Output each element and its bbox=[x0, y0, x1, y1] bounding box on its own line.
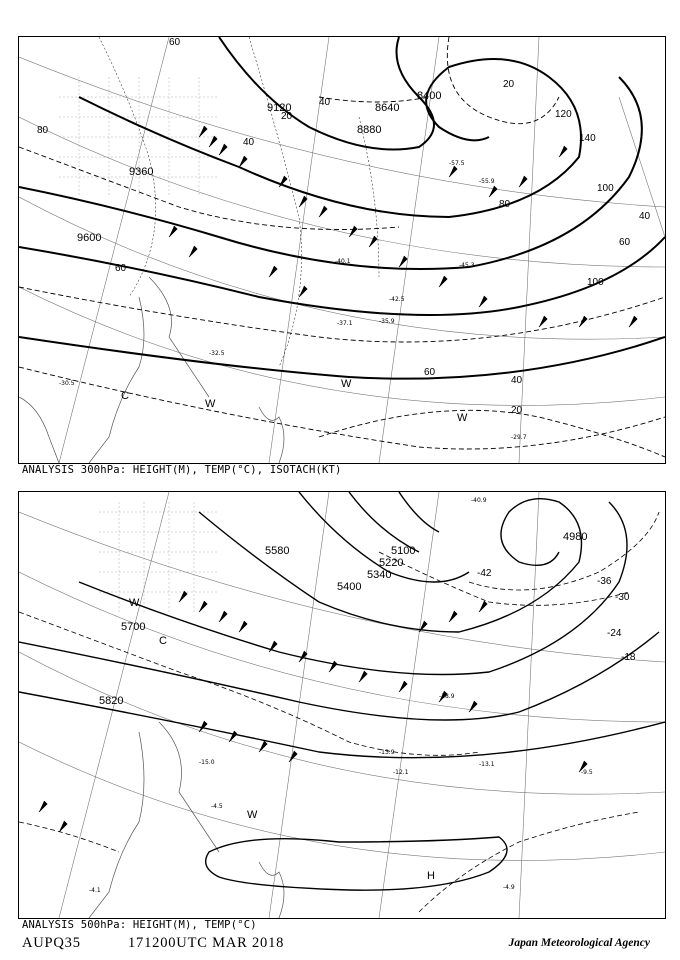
station-temp: -42.5 bbox=[389, 296, 405, 303]
isotach-label: 40 bbox=[319, 97, 331, 108]
temp-labels bbox=[477, 568, 636, 663]
height-label: 5220 bbox=[379, 557, 404, 569]
isotach-label: 100 bbox=[587, 277, 604, 288]
station-temp: -13.1 bbox=[479, 761, 495, 768]
height-label: 4980 bbox=[563, 531, 588, 543]
height-labels bbox=[77, 90, 441, 244]
temp-label: -36 bbox=[597, 576, 612, 587]
isotach-label: 80 bbox=[37, 125, 49, 136]
isotach-label: 60 bbox=[115, 263, 127, 274]
height-label: 8400 bbox=[417, 90, 442, 102]
high-pressure-contour bbox=[206, 837, 507, 890]
warm-center-marker: W bbox=[205, 398, 216, 410]
warm-center-marker: W bbox=[129, 597, 140, 609]
map-300hpa bbox=[18, 36, 666, 464]
height-labels bbox=[99, 531, 587, 707]
isotach-label: 60 bbox=[424, 367, 436, 378]
station-temp: -57.5 bbox=[449, 160, 465, 167]
station-temp: -13.9 bbox=[379, 749, 395, 756]
isotach-label: 80 bbox=[499, 199, 511, 210]
agency-name: Japan Meteorological Agency bbox=[508, 937, 650, 949]
cold-center-marker: C bbox=[159, 635, 167, 647]
map-500hpa bbox=[18, 491, 666, 919]
coastline bbox=[19, 277, 284, 463]
height-label: 9120 bbox=[267, 102, 292, 114]
height-label: 9360 bbox=[129, 166, 154, 178]
warm-center-marker: W bbox=[341, 378, 352, 390]
isotach-label: 60 bbox=[619, 237, 631, 248]
station-temp: -4.9 bbox=[503, 884, 515, 891]
height-label: 5340 bbox=[367, 569, 392, 581]
height-label: 8880 bbox=[357, 124, 382, 136]
station-temp: -37.1 bbox=[337, 320, 353, 327]
caption-300hpa: ANALYSIS 300hPa: HEIGHT(M), TEMP(°C), ISOTACH(KT) bbox=[22, 464, 342, 476]
grid-area bbox=[59, 77, 219, 197]
station-temp: -4.5 bbox=[211, 803, 223, 810]
isotach-label: 60 bbox=[169, 37, 181, 48]
station-temp: -9.5 bbox=[581, 769, 593, 776]
height-label: 5700 bbox=[121, 621, 146, 633]
station-temp: -35.9 bbox=[379, 318, 395, 325]
map-300hpa-canvas bbox=[19, 37, 665, 463]
station-temps bbox=[59, 160, 527, 441]
station-temp: -29.7 bbox=[511, 434, 527, 441]
feature-markers bbox=[121, 378, 468, 424]
station-temp: -18.9 bbox=[439, 693, 455, 700]
station-temp: -45.3 bbox=[459, 262, 475, 269]
height-label: 8640 bbox=[375, 102, 400, 114]
isotach-label: 40 bbox=[511, 375, 523, 386]
isotach-label: 40 bbox=[243, 137, 255, 148]
valid-time: 171200UTC MAR 2018 bbox=[128, 935, 285, 951]
temp-label: -18 bbox=[621, 652, 636, 663]
station-temp: -15.0 bbox=[199, 759, 215, 766]
station-temp: -55.9 bbox=[479, 178, 495, 185]
isotach-label: 20 bbox=[503, 79, 515, 90]
isotach-label: 20 bbox=[511, 405, 523, 416]
height-contours bbox=[19, 37, 665, 379]
isotach-labels bbox=[37, 37, 651, 416]
temp-label: -30 bbox=[615, 592, 630, 603]
station-temp: -30.5 bbox=[59, 380, 75, 387]
isotach-label: 120 bbox=[555, 109, 572, 120]
map-500hpa-canvas bbox=[19, 492, 665, 918]
temp-label: -42 bbox=[477, 568, 492, 579]
height-label: 5820 bbox=[99, 695, 124, 707]
cold-center-marker: C bbox=[121, 390, 129, 402]
isotach-label: 140 bbox=[579, 133, 596, 144]
height-label: 9600 bbox=[77, 232, 102, 244]
station-temp: -40.1 bbox=[335, 258, 351, 265]
isotach-label: 100 bbox=[597, 183, 614, 194]
height-label: 5400 bbox=[337, 581, 362, 593]
height-label: 5580 bbox=[265, 545, 290, 557]
station-temp: -40.9 bbox=[471, 497, 487, 504]
isotach-label: 20 bbox=[281, 111, 293, 122]
station-temps bbox=[89, 497, 593, 894]
graticule bbox=[19, 37, 665, 463]
station-temp: -32.5 bbox=[209, 350, 225, 357]
warm-center-marker: W bbox=[247, 809, 258, 821]
caption-500hpa: ANALYSIS 500hPa: HEIGHT(M), TEMP(°C) bbox=[22, 919, 257, 931]
chart-code: AUPQ35 bbox=[22, 935, 81, 951]
temp-label: -24 bbox=[607, 628, 622, 639]
grid-area bbox=[99, 502, 219, 612]
station-temp: -4.1 bbox=[89, 887, 101, 894]
isotach-label: 40 bbox=[639, 211, 651, 222]
isotachs bbox=[19, 37, 665, 457]
high-center-marker: H bbox=[427, 870, 435, 882]
height-label: 5100 bbox=[391, 545, 416, 557]
station-temp: -12.1 bbox=[393, 769, 409, 776]
warm-center-marker: W bbox=[457, 412, 468, 424]
